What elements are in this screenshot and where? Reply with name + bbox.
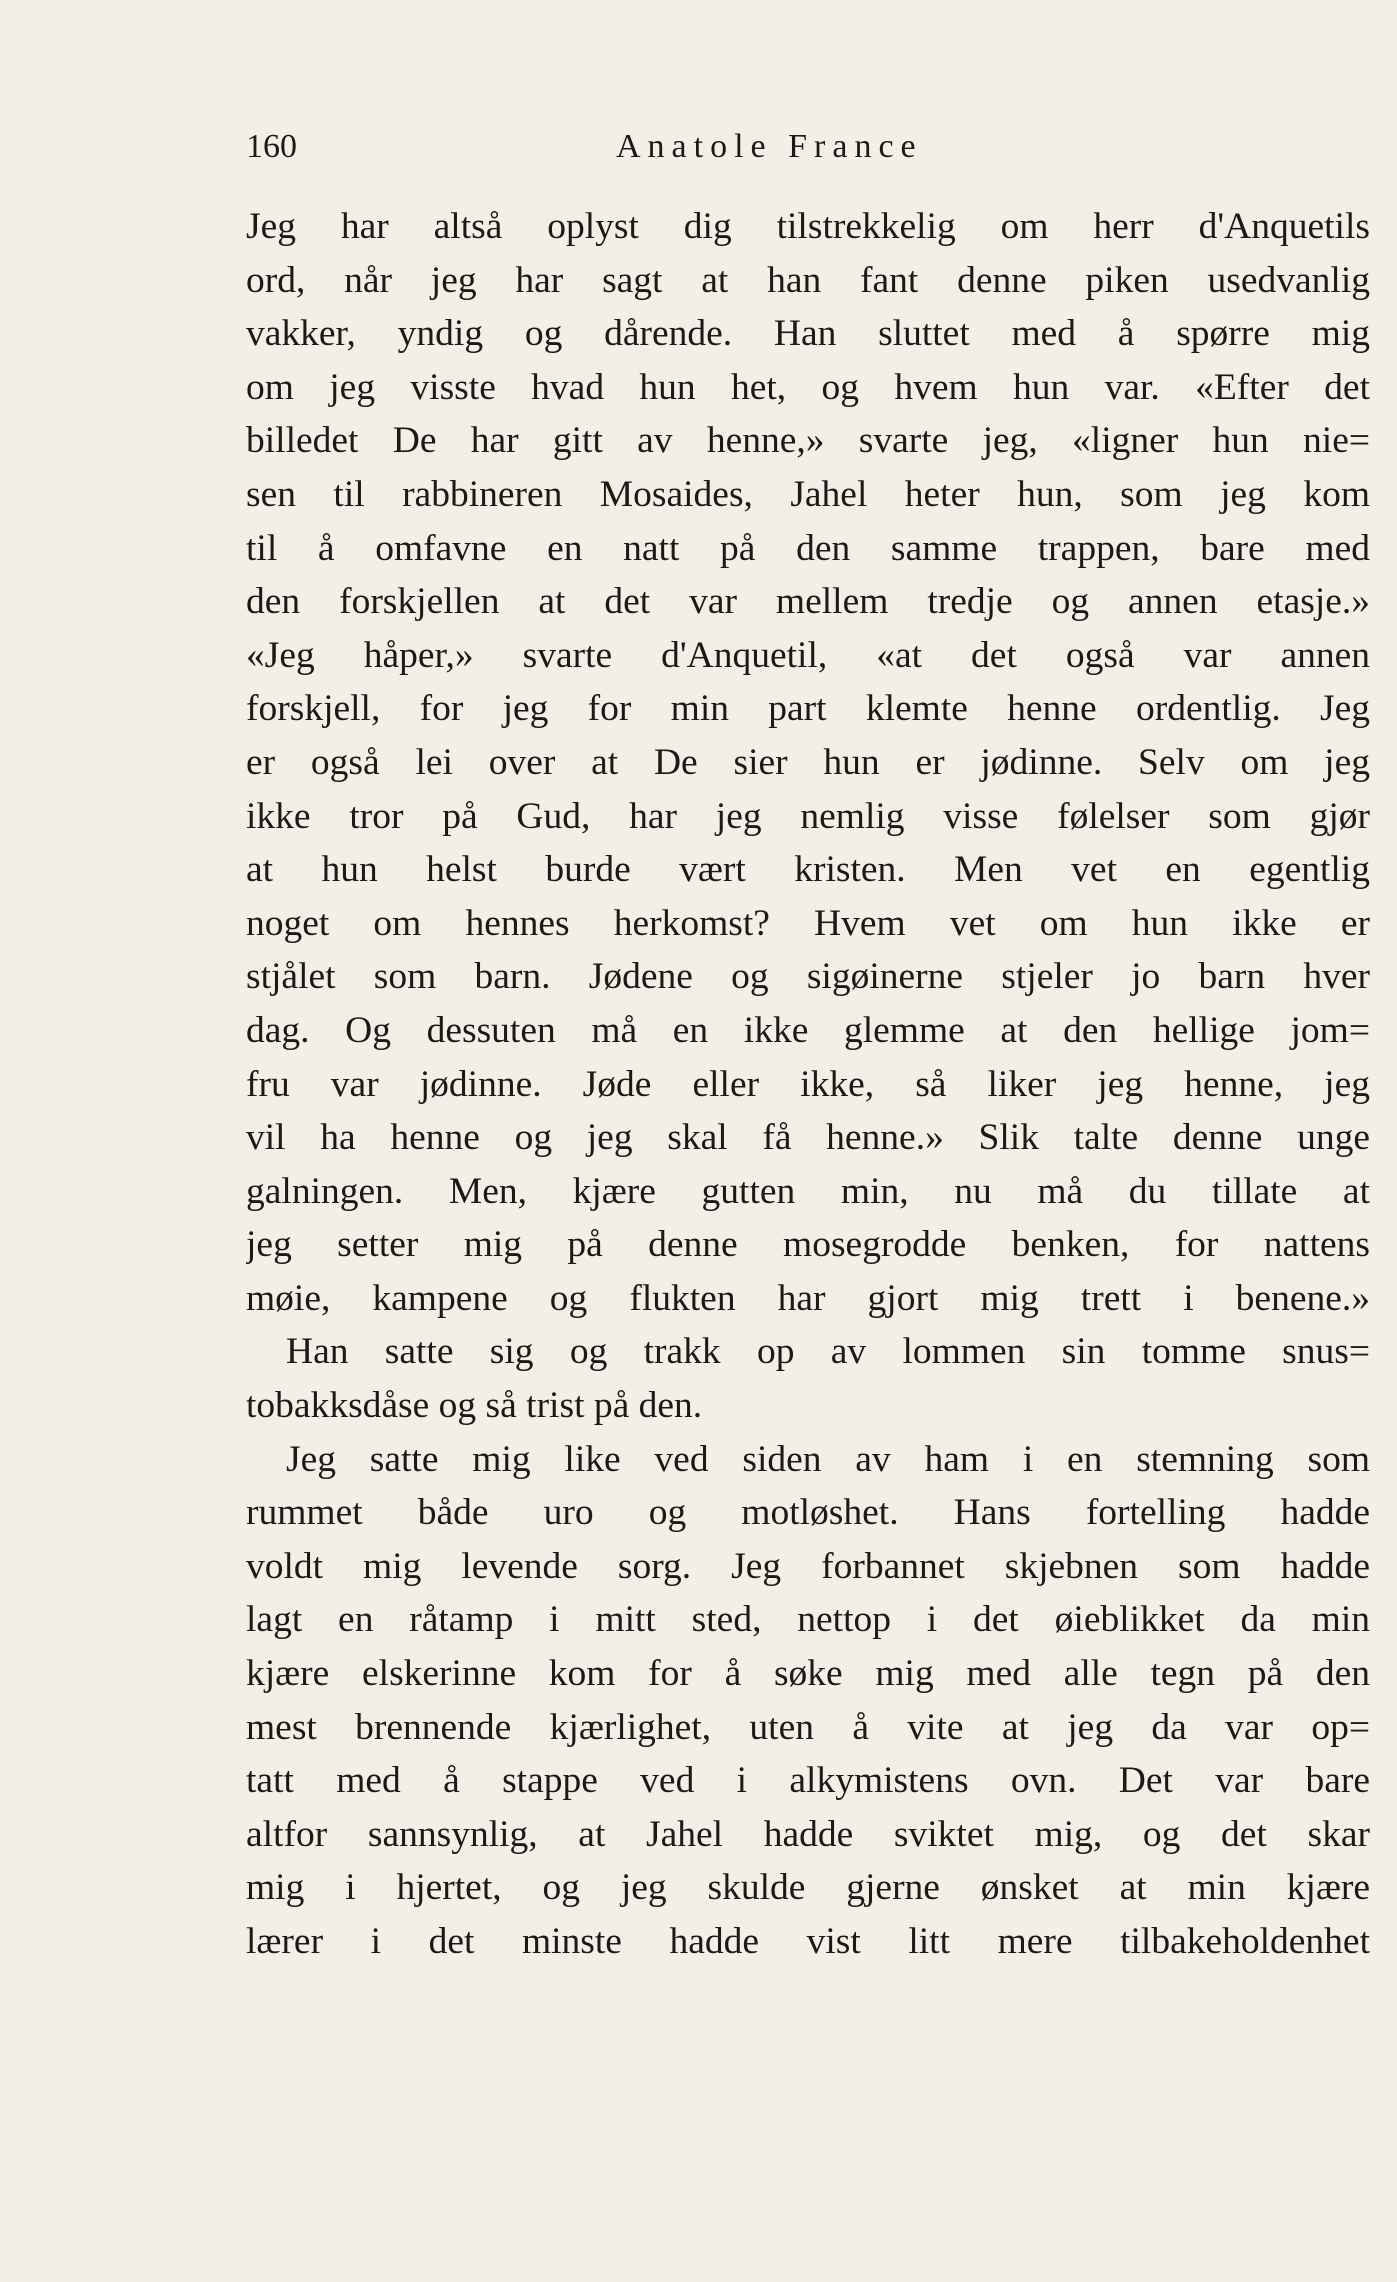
text-line: sen til rabbineren Mosaides, Jahel heter hun, som jeg kom: [246, 473, 1370, 515]
text-line: noget om hennes herkomst? Hvem vet om hun ikke er: [246, 902, 1370, 944]
text-line: Han satte sig og trakk op av lommen sin tomme snus=: [286, 1331, 1370, 1373]
text-line: lærer i det minste hadde vist litt mere tilbakeholdenhet: [246, 1921, 1370, 1962]
text-line: tatt med å stappe ved i alkymistens ovn. Det var bare: [246, 1760, 1370, 1802]
text-line: ikke tror på Gud, har jeg nemlig visse følelser som gjør: [246, 795, 1370, 837]
running-title: Anatole France: [616, 128, 923, 165]
text-line: fru var jødinne. Jøde eller ikke, så liker jeg henne, jeg: [246, 1063, 1370, 1105]
text-line: den forskjellen at det var mellem tredje og annen etasje.»: [246, 581, 1370, 623]
text-line: tobakksdåse og så trist på den.: [246, 1385, 703, 1427]
text-line: vil ha henne og jeg skal få henne.» Slik talte denne unge: [246, 1117, 1370, 1159]
text-line: jeg setter mig på denne mosegrodde benken, for nattens: [246, 1224, 1370, 1266]
text-line: lagt en råtamp i mitt sted, nettop i det øieblikket da min: [246, 1599, 1370, 1641]
text-line: rummet både uro og motløshet. Hans fortelling hadde: [246, 1492, 1370, 1534]
text-line: at hun helst burde vært kristen. Men vet en egentlig: [246, 849, 1370, 891]
text-line: altfor sannsynlig, at Jahel hadde sviktet mig, og det skar: [246, 1813, 1370, 1855]
text-line: Jeg har altså oplyst dig tilstrekkelig om herr d'Anquetils: [246, 206, 1370, 247]
text-line: om jeg visste hvad hun het, og hvem hun var. «Efter det: [246, 366, 1370, 408]
page-header: [246, 122, 1370, 182]
text-line: dag. Og dessuten må en ikke glemme at den hellige jom=: [246, 1009, 1370, 1051]
text-line: møie, kampene og flukten har gjort mig trett i benene.»: [246, 1277, 1370, 1319]
text-line: galningen. Men, kjære gutten min, nu må du tillate at: [246, 1170, 1370, 1212]
text-line: Jeg satte mig like ved siden av ham i en stemning som: [286, 1438, 1370, 1480]
text-line: voldt mig levende sorg. Jeg forbannet skjebnen som hadde: [246, 1545, 1370, 1587]
text-line: vakker, yndig og dårende. Han sluttet med å spørre mig: [246, 313, 1370, 355]
text-line: billedet De har gitt av henne,» svarte jeg, «ligner hun nie=: [246, 420, 1370, 462]
text-line: forskjell, for jeg for min part klemte henne ordentlig. Jeg: [246, 688, 1370, 730]
text-line: mest brennende kjærlighet, uten å vite at jeg da var op=: [246, 1706, 1370, 1748]
text-line: «Jeg håper,» svarte d'Anquetil, «at det også var annen: [246, 634, 1370, 676]
text-line: stjålet som barn. Jødene og sigøinerne stjeler jo barn hver: [246, 956, 1370, 998]
page-number: 160: [246, 128, 297, 165]
text-line: kjære elskerinne kom for å søke mig med alle tegn på den: [246, 1653, 1370, 1695]
text-line: til å omfavne en natt på den samme trappen, bare med: [246, 527, 1370, 569]
text-line: mig i hjertet, og jeg skulde gjerne ønsket at min kjære: [246, 1867, 1370, 1909]
text-line: ord, når jeg har sagt at han fant denne piken usedvanlig: [246, 259, 1370, 301]
text-line: er også lei over at De sier hun er jødinne. Selv om jeg: [246, 741, 1370, 783]
body-text: [246, 200, 1370, 1969]
